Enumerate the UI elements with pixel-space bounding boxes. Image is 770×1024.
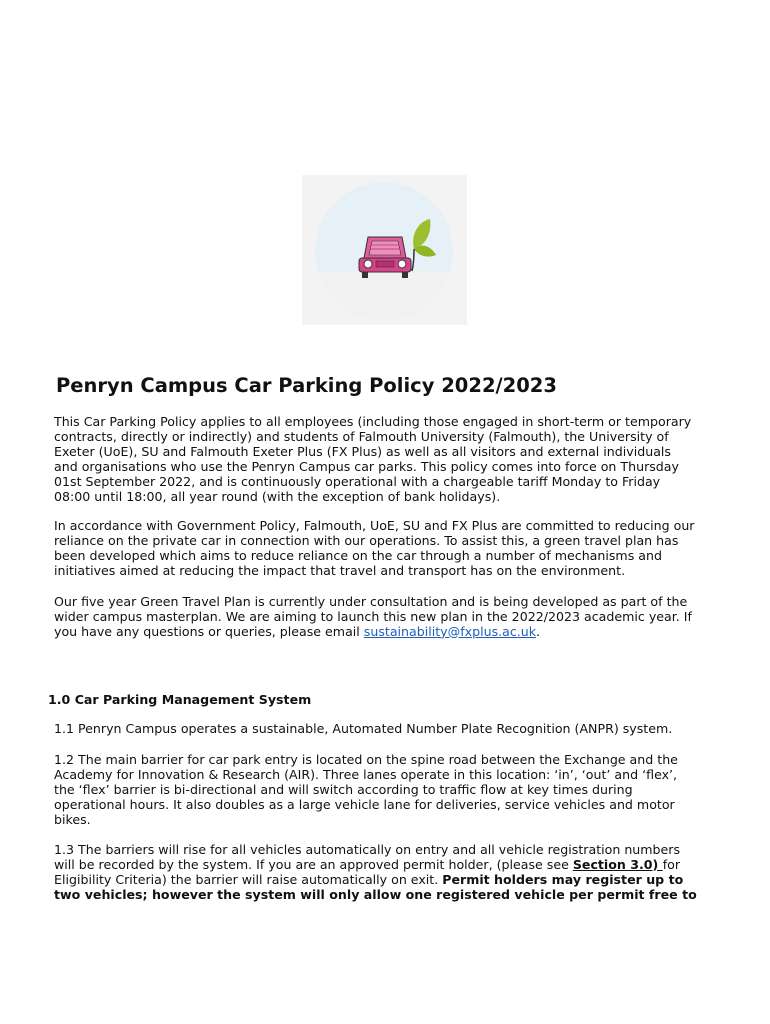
clause-1-2 — [54, 753, 724, 828]
intro-paragraph-2 — [54, 519, 724, 579]
clause-1-1 — [54, 722, 724, 737]
text-line: This Car Parking Policy applies to all employees (including those engaged in short-term or temporary — [54, 414, 692, 429]
text-line: contracts, directly or indirectly) and students of Falmouth University (Falmouth), the University of — [54, 428, 669, 444]
text-line: reliance on the private car in connection with our operations. To assist this, a green travel plan has — [54, 532, 679, 548]
text-line — [54, 873, 724, 888]
text-segment: for — [662, 856, 681, 872]
text-line: 1.1 Penryn Campus operates a sustainable, Automated Number Plate Recognition (ANPR) system. — [54, 721, 673, 736]
sustainability-email-link[interactable]: sustainability@fxplus.ac.uk — [363, 623, 537, 639]
text-line: Academy for Innovation & Research (AIR). Three lanes operate in this location: ‘in’, ‘out’ and ‘flex’, — [54, 766, 678, 782]
text-line: Our five year Green Travel Plan is currently under consultation and is being developed as part of the — [54, 594, 688, 609]
bold-text-line: two vehicles; however the system will only allow one registered vehicle per permit free to — [54, 886, 697, 902]
intro-paragraph-3 — [54, 595, 724, 640]
clause-1-3 — [54, 843, 724, 903]
text-line: been developed which aims to reduce reliance on the car through a number of mechanisms and — [54, 547, 662, 563]
section-3-reference[interactable]: Section 3.0) — [572, 856, 663, 872]
text-segment: you have any questions or queries, please email — [54, 623, 364, 639]
text-line: 08:00 until 18:00, all year round (with the exception of bank holidays). — [54, 488, 501, 504]
text-line: 1.2 The main barrier for car park entry is located on the spine road between the Exchange and the — [54, 752, 678, 767]
car-with-leaf-icon — [302, 175, 467, 325]
text-line: 01st September 2022, and is continuously operational with a chargeable tariff Monday to Friday — [54, 473, 661, 489]
section-heading-car-parking-management: 1.0 Car Parking Management System — [48, 692, 312, 707]
text-line — [54, 625, 724, 640]
logo — [302, 175, 467, 325]
text-line: operational hours. It also doubles as a large vehicle lane for deliveries, service vehicles and motor — [54, 796, 675, 812]
text-segment: Eligibility Criteria) the barrier will raise automatically on exit. — [54, 871, 443, 887]
text-line — [54, 858, 724, 873]
text-line: and organisations who use the Penryn Campus car parks. This policy comes into force on Thursday — [54, 458, 679, 474]
text-segment: will be recorded by the system. If you are an approved permit holder, (please see — [54, 856, 573, 872]
text-line: bikes. — [54, 811, 91, 827]
page-title: Penryn Campus Car Parking Policy 2022/2023 — [56, 374, 557, 397]
text-segment: . — [536, 623, 541, 639]
text-line: Exeter (UoE), SU and Falmouth Exeter Plus (FX Plus) as well as all visitors and external individuals — [54, 443, 671, 459]
text-line: wider campus masterplan. We are aiming to launch this new plan in the 2022/2023 academic year. If — [54, 608, 692, 624]
bold-text: Permit holders may register up to — [442, 871, 684, 887]
text-line: the ‘flex’ barrier is bi-directional and will switch according to traffic flow at key times during — [54, 781, 633, 797]
intro-paragraph-1 — [54, 415, 724, 504]
text-line: 1.3 The barriers will rise for all vehicles automatically on entry and all vehicle registration numbers — [54, 842, 681, 857]
text-line: In accordance with Government Policy, Falmouth, UoE, SU and FX Plus are committed to reducing our — [54, 518, 695, 533]
text-line: initiatives aimed at reducing the impact that travel and transport has on the environment. — [54, 562, 626, 578]
